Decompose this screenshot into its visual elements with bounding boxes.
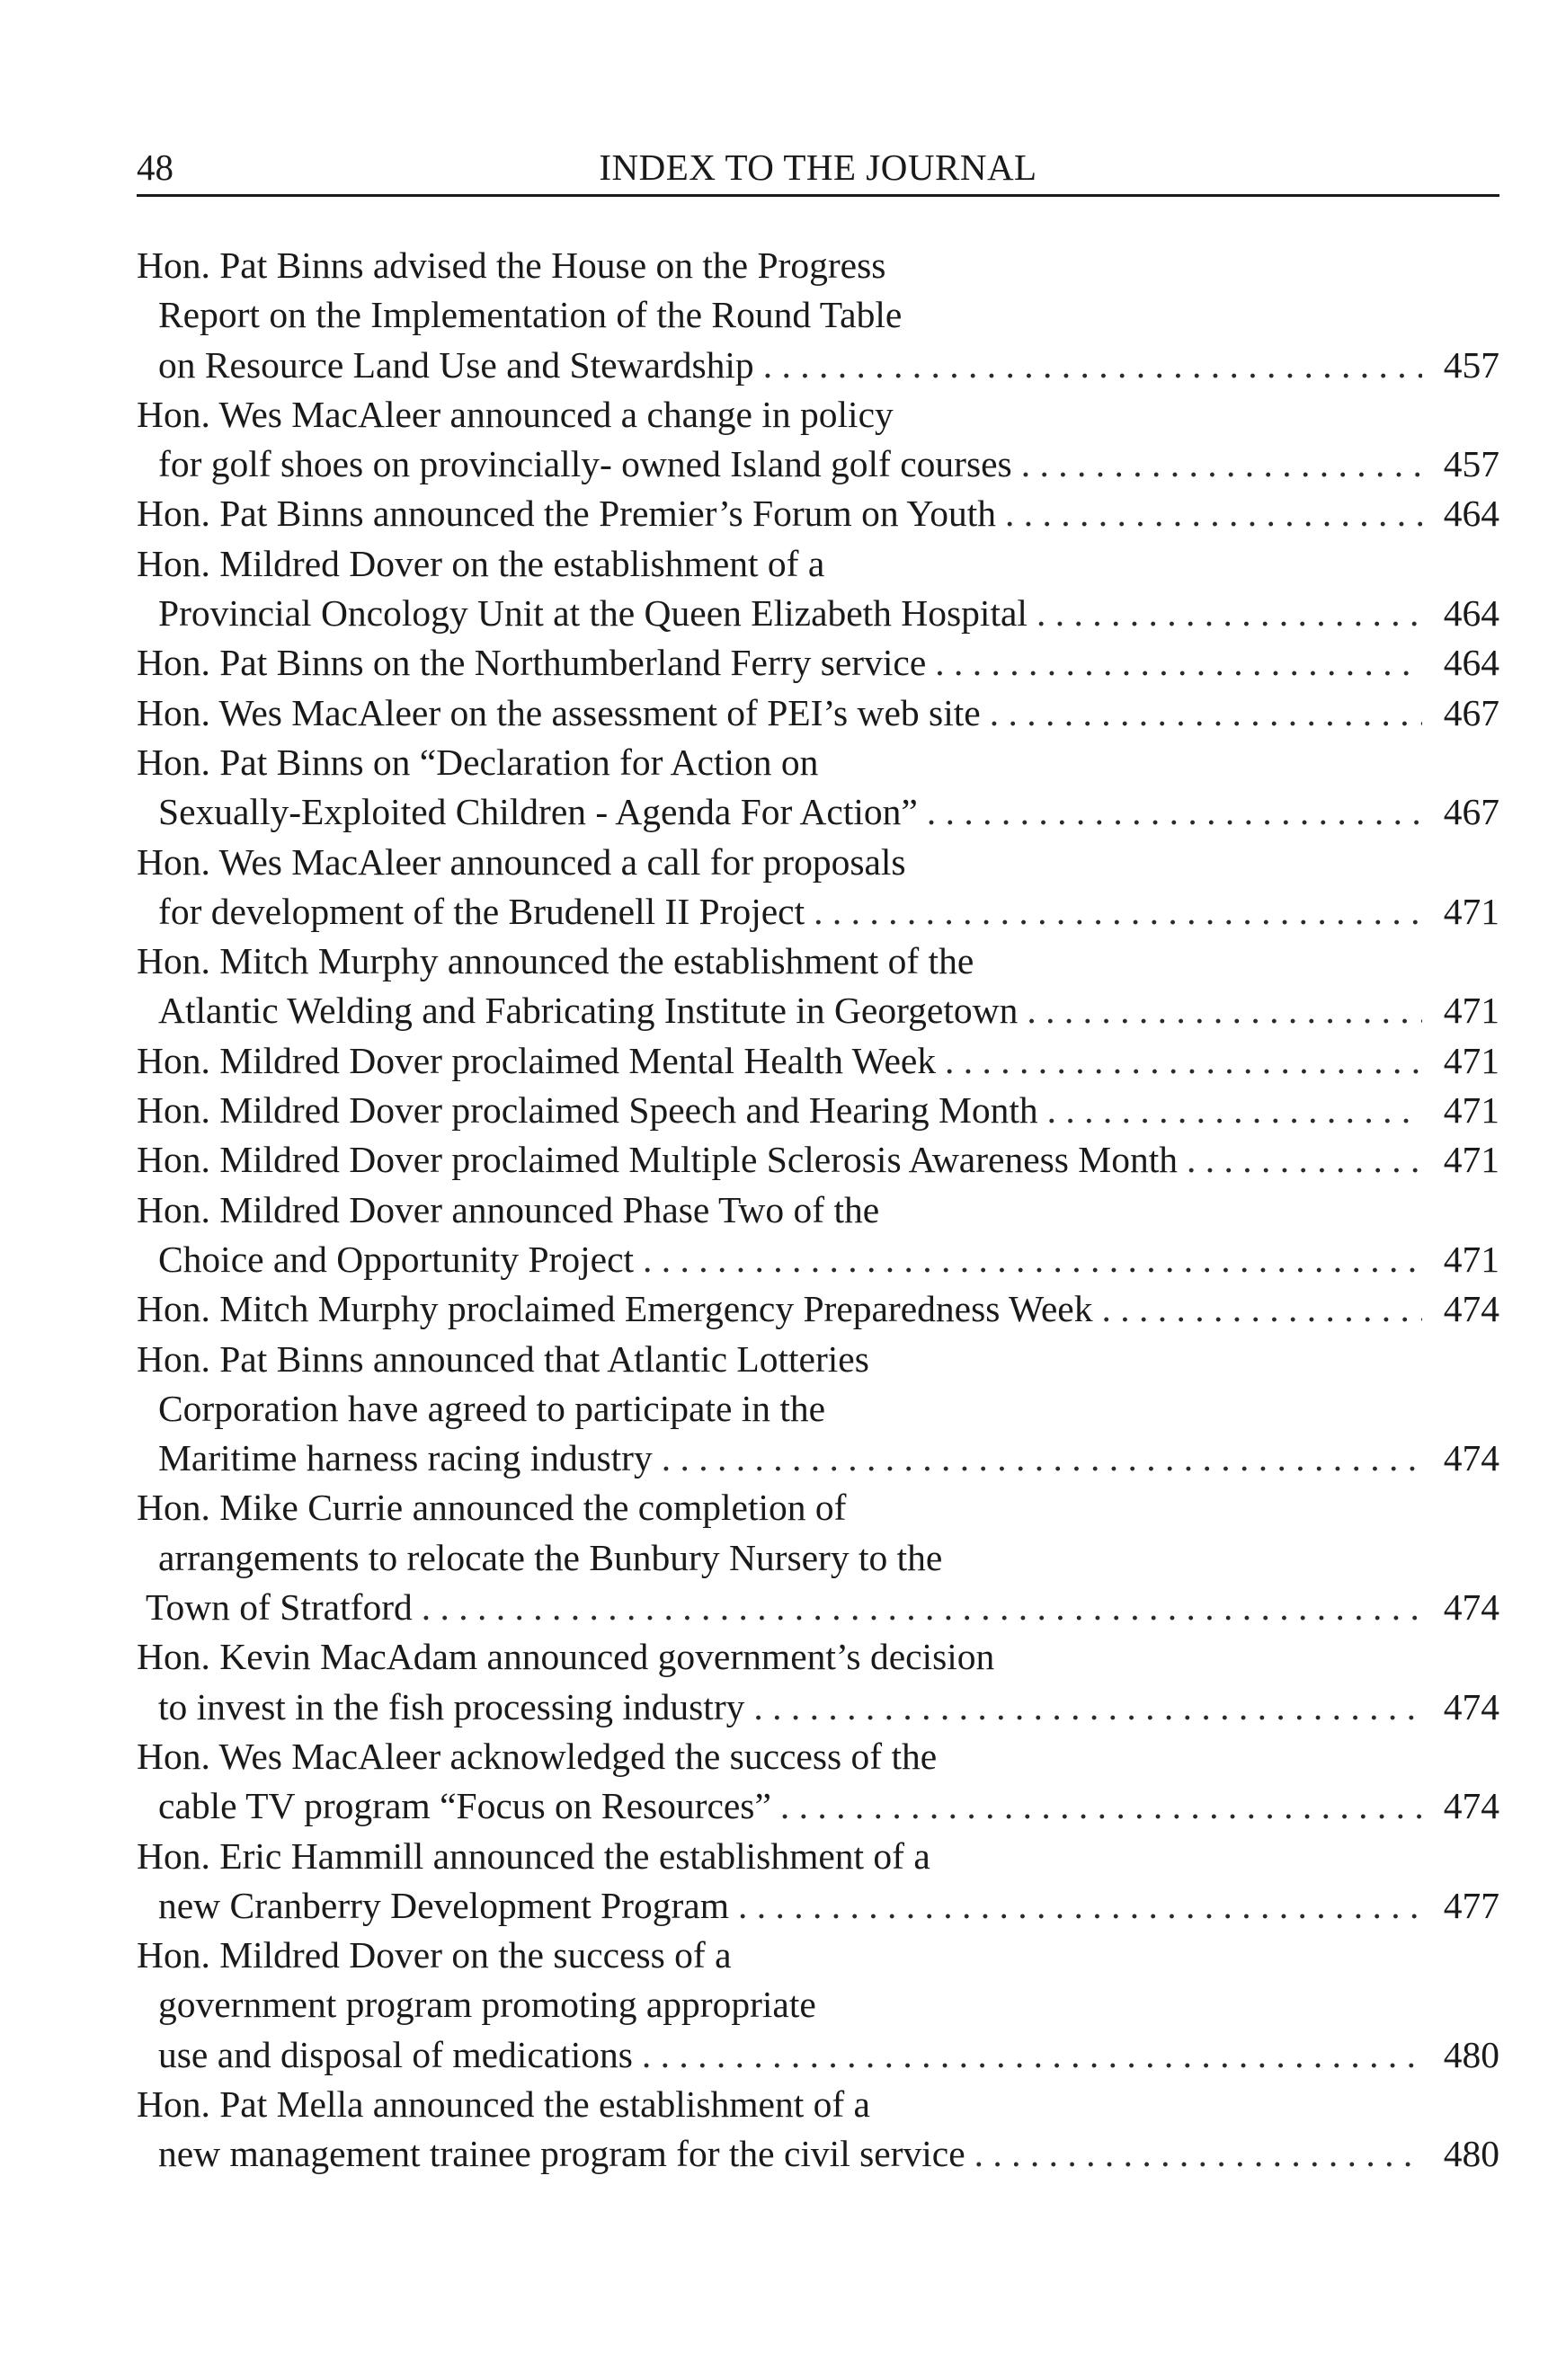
entry-line	[137, 838, 1499, 887]
entry-line	[137, 887, 1499, 937]
entry-page-number: 477	[1443, 1884, 1499, 1926]
entry-line	[137, 341, 1499, 390]
entry-text: Hon. Pat Binns advised the House on the Progress	[137, 244, 886, 286]
entry-page-number: 467	[1443, 791, 1499, 833]
entry-line	[137, 738, 1499, 787]
entry-text: Hon. Wes MacAleer announced a change in policy	[137, 393, 894, 435]
dot-leader	[763, 341, 1422, 390]
entry-line	[137, 1335, 1499, 1384]
dot-leader	[738, 1881, 1422, 1931]
dot-leader	[1037, 589, 1422, 638]
index-entry	[137, 1931, 1499, 2080]
dot-leader	[1187, 1135, 1422, 1185]
entry-line	[137, 1832, 1499, 1881]
dot-leader	[753, 1683, 1422, 1732]
entry-text: Hon. Pat Binns on “Declaration for Action on	[137, 741, 819, 783]
entry-text: new Cranberry Development Program	[158, 1884, 729, 1926]
entry-text: Sexually-Exploited Children - Agenda For Action”	[158, 791, 918, 833]
entry-text: for golf shoes on provincially- owned Island golf courses	[158, 443, 1012, 485]
entry-line	[137, 390, 1499, 440]
entry-line	[137, 1683, 1499, 1732]
index-entries	[137, 241, 1499, 2180]
entry-text: Hon. Mildred Dover announced Phase Two of the	[137, 1188, 880, 1230]
entry-line	[137, 1135, 1499, 1185]
entry-line	[137, 2030, 1499, 2080]
index-entry	[137, 539, 1499, 639]
entry-text: Maritime harness racing industry	[158, 1437, 653, 1479]
entry-page-number: 471	[1443, 890, 1499, 932]
index-entry	[137, 1732, 1499, 1832]
dot-leader	[1047, 1086, 1422, 1135]
entry-line	[137, 1434, 1499, 1483]
index-entry	[137, 2080, 1499, 2180]
entry-page-number: 474	[1443, 1685, 1499, 1727]
entry-line	[137, 1384, 1499, 1434]
page-header	[137, 142, 1499, 192]
dot-leader	[643, 1235, 1422, 1284]
dot-leader	[642, 2030, 1422, 2080]
dot-leader	[945, 1036, 1422, 1086]
entry-line	[137, 937, 1499, 986]
entry-text: Hon. Mildred Dover proclaimed Mental Health Week	[137, 1039, 937, 1081]
entry-page-number: 457	[1443, 343, 1499, 386]
entry-text: to invest in the fish processing industry	[158, 1685, 745, 1727]
entry-line	[137, 1284, 1499, 1334]
entry-text: Hon. Mildred Dover on the success of a	[137, 1934, 732, 1976]
entry-text: Town of Stratford	[146, 1586, 413, 1629]
entry-text: Hon. Pat Mella announced the establishment of a	[137, 2082, 870, 2125]
index-entry	[137, 1832, 1499, 1932]
page-number: 48	[137, 147, 173, 188]
entry-line	[137, 1632, 1499, 1682]
entry-line	[137, 1483, 1499, 1532]
dot-leader	[1027, 986, 1422, 1035]
entry-line	[137, 1583, 1499, 1632]
index-entry	[137, 1632, 1499, 1732]
entry-page-number: 467	[1443, 691, 1499, 733]
entry-page-number: 471	[1443, 1089, 1499, 1132]
dot-leader	[974, 2129, 1422, 2179]
entry-text: Hon. Pat Binns announced that Atlantic Lotteries	[137, 1337, 869, 1380]
entry-line	[137, 1732, 1499, 1781]
entry-text: for development of the Brudenell II Project	[158, 890, 805, 932]
entry-line	[137, 539, 1499, 589]
dot-leader	[814, 887, 1422, 937]
dot-leader	[927, 787, 1422, 837]
header-rule	[137, 194, 1499, 197]
dot-leader	[1101, 1284, 1422, 1334]
running-title: INDEX TO THE JOURNAL	[599, 147, 1037, 188]
dot-leader	[990, 688, 1422, 738]
entry-text: Choice and Opportunity Project	[158, 1238, 635, 1280]
index-entry	[137, 1483, 1499, 1632]
entry-text: Atlantic Welding and Fabricating Institute in Georgetown	[158, 990, 1019, 1032]
entry-page-number: 471	[1443, 1238, 1499, 1280]
entry-page-number: 474	[1443, 1785, 1499, 1827]
entry-page-number: 464	[1443, 642, 1499, 684]
entry-line	[137, 489, 1499, 538]
entry-text: government program promoting appropriate	[158, 1984, 816, 2026]
entry-page-number: 464	[1443, 592, 1499, 635]
entry-line	[137, 1881, 1499, 1931]
entry-page-number: 474	[1443, 1288, 1499, 1330]
dot-leader	[1005, 489, 1422, 538]
entry-text: Hon. Wes MacAleer on the assessment of PEI’s web site	[137, 691, 981, 733]
entry-line	[137, 2080, 1499, 2129]
entry-text: cable TV program “Focus on Resources”	[158, 1785, 771, 1827]
entry-line	[137, 787, 1499, 837]
index-entry	[137, 937, 1499, 1036]
dot-leader	[662, 1434, 1422, 1483]
entry-page-number: 471	[1443, 990, 1499, 1032]
entry-text: Hon. Wes MacAleer announced a call for proposals	[137, 840, 906, 883]
entry-line	[137, 589, 1499, 638]
entry-line	[137, 1186, 1499, 1235]
entry-text: arrangements to relocate the Bunbury Nursery to the	[158, 1536, 943, 1578]
entry-text: Hon. Mitch Murphy announced the establishment of the	[137, 940, 974, 982]
entry-text: Hon. Eric Hammill announced the establishment of a	[137, 1834, 930, 1877]
entry-text: Hon. Mildred Dover on the establishment of a	[137, 542, 825, 584]
entry-line	[137, 1235, 1499, 1284]
entry-line	[137, 1931, 1499, 1980]
entry-text: Provincial Oncology Unit at the Queen Elizabeth Hospital	[158, 592, 1028, 635]
entry-text: Report on the Implementation of the Round Table	[158, 294, 903, 336]
entry-line	[137, 440, 1499, 489]
entry-line	[137, 290, 1499, 340]
entry-line	[137, 1036, 1499, 1086]
entry-line	[137, 2129, 1499, 2179]
index-entry	[137, 1036, 1499, 1086]
entry-page-number: 471	[1443, 1139, 1499, 1181]
index-entry	[137, 1135, 1499, 1185]
entry-line	[137, 1533, 1499, 1583]
entry-page-number: 471	[1443, 1039, 1499, 1081]
entry-text: Hon. Mildred Dover proclaimed Speech and Hearing Month	[137, 1089, 1038, 1132]
entry-text: Hon. Wes MacAleer acknowledged the success of the	[137, 1735, 938, 1777]
index-entry	[137, 638, 1499, 688]
dot-leader	[780, 1781, 1422, 1831]
entry-text: Hon. Pat Binns announced the Premier’s Forum on Youth	[137, 493, 997, 535]
entry-page-number: 474	[1443, 1586, 1499, 1629]
entry-text: Hon. Mike Currie announced the completion of	[137, 1487, 847, 1529]
entry-text: Hon. Mildred Dover proclaimed Multiple Sclerosis Awareness Month	[137, 1139, 1178, 1181]
entry-line	[137, 241, 1499, 290]
entry-text: Hon. Pat Binns on the Northumberland Ferry service	[137, 642, 927, 684]
entry-line	[137, 1781, 1499, 1831]
dot-leader	[935, 638, 1422, 688]
entry-line	[137, 986, 1499, 1035]
entry-line	[137, 1980, 1499, 2029]
dot-leader	[422, 1583, 1422, 1632]
entry-text: Hon. Kevin MacAdam announced government’s decision	[137, 1636, 995, 1678]
entry-text: Hon. Mitch Murphy proclaimed Emergency Preparedness Week	[137, 1288, 1093, 1330]
entry-line	[137, 688, 1499, 738]
index-entry	[137, 489, 1499, 538]
entry-page-number: 480	[1443, 2033, 1499, 2075]
index-entry	[137, 241, 1499, 390]
index-entry	[137, 688, 1499, 738]
entry-text: use and disposal of medications	[158, 2033, 633, 2075]
index-entry	[137, 738, 1499, 838]
dot-leader	[1021, 440, 1422, 489]
entry-text: on Resource Land Use and Stewardship	[158, 343, 754, 386]
entry-text: Corporation have agreed to participate in the	[158, 1387, 826, 1429]
entry-text: new management trainee program for the civil service	[158, 2133, 965, 2175]
index-entry	[137, 1284, 1499, 1334]
index-entry	[137, 838, 1499, 937]
index-entry	[137, 1186, 1499, 1285]
index-entry	[137, 390, 1499, 490]
entry-line	[137, 638, 1499, 688]
index-entry	[137, 1335, 1499, 1484]
entry-line	[137, 1086, 1499, 1135]
entry-page-number: 464	[1443, 493, 1499, 535]
entry-page-number: 480	[1443, 2133, 1499, 2175]
entry-page-number: 457	[1443, 443, 1499, 485]
index-entry	[137, 1086, 1499, 1135]
entry-page-number: 474	[1443, 1437, 1499, 1479]
